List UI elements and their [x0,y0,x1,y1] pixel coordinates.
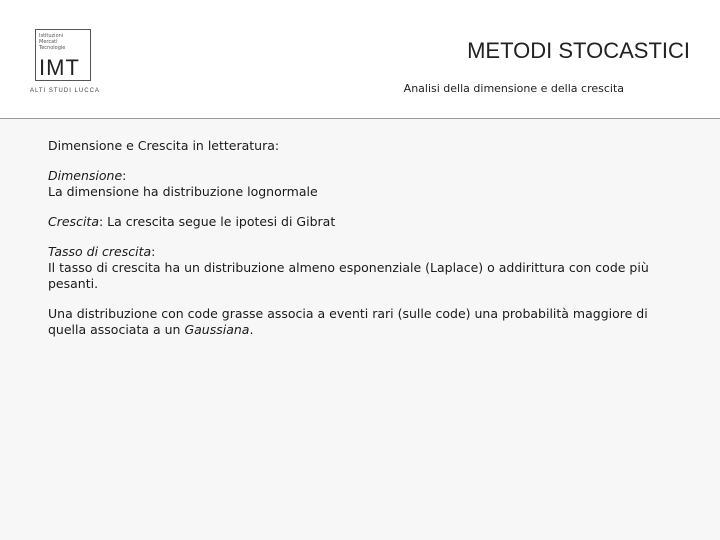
logo-mark: IMT [39,55,80,80]
dimensione-block: Dimensione: La dimensione ha distribuzione lognormale [48,168,668,200]
slide-title: METODI STOCASTICI [467,38,690,63]
logo-subtitle: ALTI STUDI LUCCA [30,88,100,94]
logo-box [35,29,91,81]
final-end: . [249,322,254,337]
slide-subtitle: Analisi della dimensione e della crescita [403,82,624,95]
logo-line-2: Mercati [39,39,58,45]
crescita-text: : La crescita segue le ipotesi di Gibrat [98,214,336,229]
final-block [48,306,668,338]
slide-header [0,0,720,119]
final-term: Gaussiana [184,322,250,337]
dimensione-text: La dimensione ha distribuzione lognormale [48,184,318,199]
imt-logo [30,26,110,96]
tasso-text: Il tasso di crescita ha un distribuzione almeno esponenziale (Laplace) o addirittura con code più pesanti. [48,260,649,291]
final-text: Una distribuzione con code grasse associa a eventi rari (sulle code) una probabilità maggiore di quella associata a un [48,306,648,337]
tasso-term: Tasso di crescita [48,244,152,259]
dimensione-term: Dimensione [48,168,123,183]
logo-line-1: Istituzioni [39,33,64,39]
crescita-term: Crescita [48,214,99,229]
section-heading: Dimensione e Crescita in letteratura: [48,138,280,153]
crescita-block [48,214,668,230]
tasso-block: Tasso di crescita: Il tasso di crescita ha un distribuzione almeno esponenziale (Laplace) o addirittura con code più pesanti. [48,244,668,292]
slide-content [48,138,668,352]
logo-line-3: Tecnologie [39,45,66,51]
